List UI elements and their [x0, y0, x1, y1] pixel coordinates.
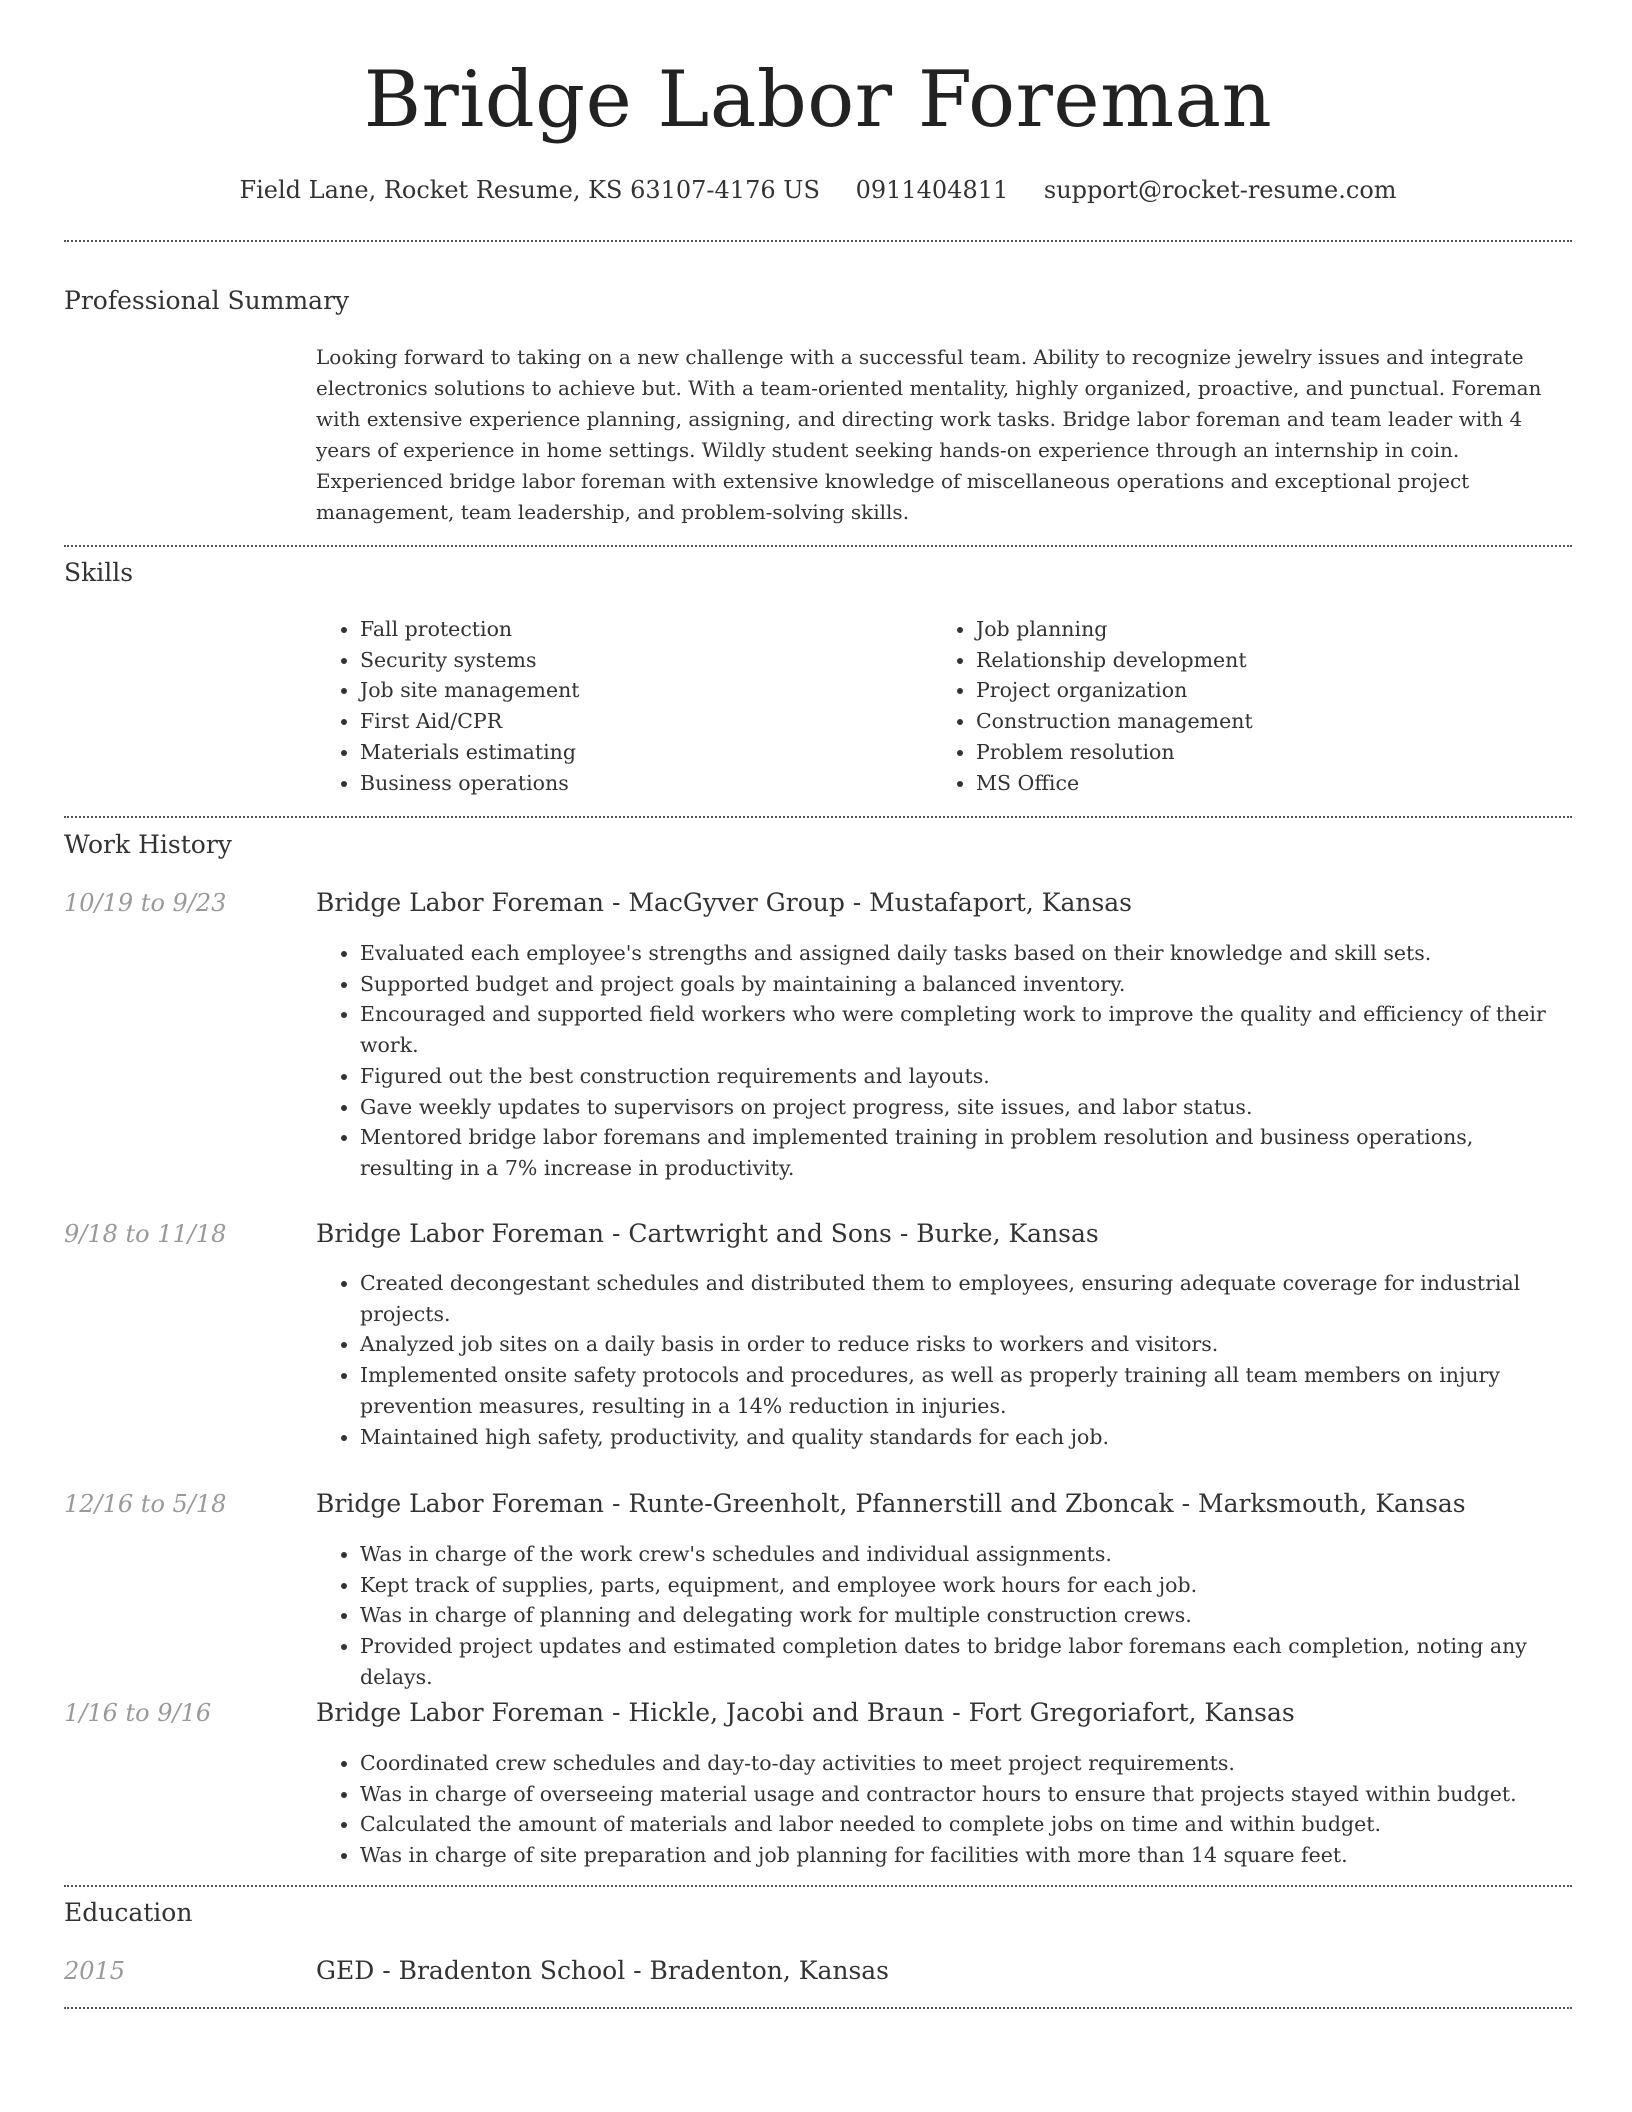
job-bullet: • Was in charge of site preparation and job planning for facilities with more than 14 square feet. — [360, 1840, 1572, 1871]
contact-address: Field Lane, Rocket Resume, KS 63107-4176 US — [239, 176, 820, 204]
job-title: Bridge Labor Foreman - MacGyver Group - Mustafaport, Kansas — [316, 888, 1133, 917]
skill-item: • MS Office — [976, 768, 1253, 799]
education-year: 2015 — [64, 1957, 126, 1985]
job-bullet: • Was in charge of planning and delegating work for multiple construction crews. — [360, 1600, 1572, 1631]
divider — [64, 1885, 1572, 1887]
skills-list-left — [316, 614, 580, 798]
job-dates: 9/18 to 11/18 — [64, 1220, 227, 1248]
candidate-name: Bridge Labor Foreman — [363, 55, 1273, 145]
job-bullet: • Analyzed job sites on a daily basis in order to reduce risks to workers and visitors. — [360, 1329, 1572, 1360]
job-bullet: • Provided project updates and estimated completion dates to bridge labor foremans each completion, noting any delays. — [360, 1631, 1572, 1692]
job-bullet: • Evaluated each employee's strengths and assigned daily tasks based on their knowledge and skill sets. — [360, 938, 1572, 969]
job-bullets — [316, 1539, 1572, 1693]
job-bullet: • Implemented onsite safety protocols and procedures, as well as properly training all team members on injury prevention measures, resulting in a 14% reduction in injuries. — [360, 1360, 1572, 1421]
job-dates: 12/16 to 5/18 — [64, 1490, 227, 1518]
skill-item: • Security systems — [360, 645, 580, 676]
job-bullet: • Mentored bridge labor foremans and implemented training in problem resolution and business operations, resulting in a 7% increase in productivity. — [360, 1122, 1572, 1183]
job-title: Bridge Labor Foreman - Cartwright and Sons - Burke, Kansas — [316, 1219, 1099, 1248]
skill-item: • Fall protection — [360, 614, 580, 645]
section-title-skills: Skills — [64, 558, 134, 587]
job-bullets — [316, 1748, 1572, 1871]
section-title-work: Work History — [64, 830, 232, 859]
job-bullet: • Encouraged and supported field workers who were completing work to improve the quality and efficiency of their work. — [360, 999, 1572, 1060]
job-dates: 1/16 to 9/16 — [64, 1699, 212, 1727]
job-bullet: • Coordinated crew schedules and day-to-day activities to meet project requirements. — [360, 1748, 1572, 1779]
job-bullets — [316, 938, 1572, 1184]
divider — [64, 240, 1572, 242]
skill-item: • First Aid/CPR — [360, 706, 580, 737]
skill-item: • Business operations — [360, 768, 580, 799]
contact-line — [64, 170, 1572, 210]
job-bullet: • Calculated the amount of materials and labor needed to complete jobs on time and within budget. — [360, 1809, 1572, 1840]
job-bullet: • Supported budget and project goals by maintaining a balanced inventory. — [360, 969, 1572, 1000]
section-title-education: Education — [64, 1898, 193, 1927]
job-bullet: • Maintained high safety, productivity, and quality standards for each job. — [360, 1422, 1572, 1453]
skill-item: • Relationship development — [976, 645, 1253, 676]
education-title: GED - Bradenton School - Bradenton, Kansas — [316, 1956, 890, 1985]
divider — [64, 2007, 1572, 2009]
job-bullet: • Kept track of supplies, parts, equipment, and employee work hours for each job. — [360, 1570, 1572, 1601]
contact-email: support@rocket-resume.com — [1043, 176, 1397, 204]
section-title-summary: Professional Summary — [64, 286, 350, 315]
skills-list-right — [932, 614, 1253, 798]
job-title: Bridge Labor Foreman - Hickle, Jacobi and Braun - Fort Gregoriafort, Kansas — [316, 1698, 1295, 1727]
skill-item: • Job site management — [360, 675, 580, 706]
job-bullets — [316, 1268, 1572, 1452]
job-bullet: • Was in charge of overseeing material usage and contractor hours to ensure that projects stayed within budget. — [360, 1779, 1572, 1810]
job-bullet: • Gave weekly updates to supervisors on project progress, site issues, and labor status. — [360, 1092, 1572, 1123]
skill-item: • Project organization — [976, 675, 1253, 706]
job-bullet: • Was in charge of the work crew's schedules and individual assignments. — [360, 1539, 1572, 1570]
job-bullet: • Created decongestant schedules and distributed them to employees, ensuring adequate coverage for industrial projects. — [360, 1268, 1572, 1329]
job-dates: 10/19 to 9/23 — [64, 889, 227, 917]
contact-phone: 0911404811 — [855, 176, 1009, 204]
job-title: Bridge Labor Foreman - Runte-Greenholt, Pfannerstill and Zboncak - Marksmouth, Kansas — [316, 1489, 1466, 1518]
job-bullet: • Figured out the best construction requirements and layouts. — [360, 1061, 1572, 1092]
skill-item: • Materials estimating — [360, 737, 580, 768]
summary-text: Looking forward to taking on a new challenge with a successful team. Ability to recognize jewelry issues and integrate electronics solutions to achieve but. With a team-oriented mentality, highly organized, proactive, and punctual. Foreman with extensive experience planning, assigning, and directing work tasks. Bridge labor foreman and team leader with 4 years of experience in home settings. Wildly student seeking hands-on experience through an internship in coin. Experienced bridge labor foreman with extensive knowledge of miscellaneous operations and exceptional project management, team leadership, and problem-solving skills. — [316, 345, 1542, 524]
skill-item: • Job planning — [976, 614, 1253, 645]
skill-item: • Construction management — [976, 706, 1253, 737]
divider — [64, 545, 1572, 547]
divider — [64, 816, 1572, 818]
skill-item: • Problem resolution — [976, 737, 1253, 768]
